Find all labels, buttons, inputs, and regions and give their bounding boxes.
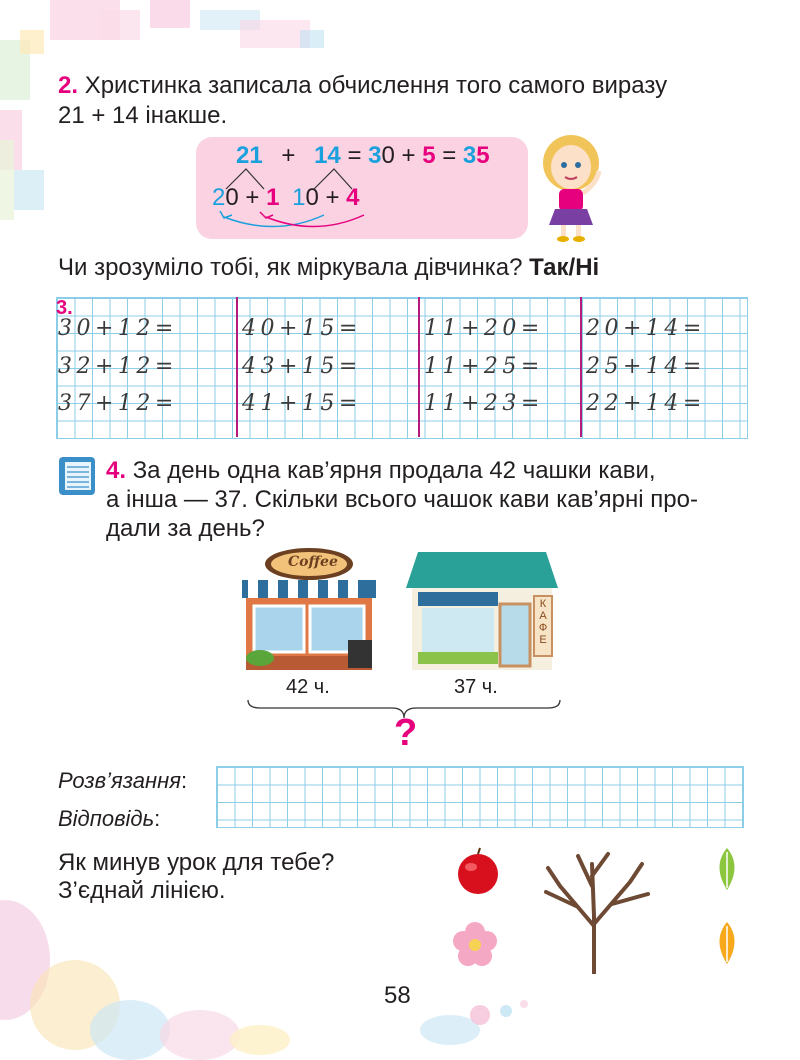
exercise-cell: 11+25= — [424, 354, 544, 379]
expr-plus: + — [281, 142, 296, 169]
task4-line1 — [106, 456, 656, 486]
grid-separator-3 — [580, 297, 582, 437]
question-text: Чи зрозуміло тобі, як міркувала дівчинка? — [58, 254, 523, 281]
solution-answer-grid[interactable] — [216, 766, 744, 828]
label-42: 42 ч. — [286, 676, 330, 698]
question-mark: ? — [394, 712, 418, 754]
grid-separator-1 — [236, 297, 238, 437]
expression-decomposition — [212, 184, 360, 212]
notebook-icon — [58, 456, 96, 496]
reflection-line1: Як минув урок для тебе? — [58, 849, 335, 876]
expr-30-units: 0 — [381, 142, 395, 169]
apple-icon[interactable] — [454, 846, 502, 896]
expr-10-tens: 1 — [292, 184, 306, 211]
exercise-cell: 41+15= — [242, 391, 362, 416]
reflection-line2: З’єднай лінією. — [58, 877, 226, 904]
bare-tree-icon[interactable] — [530, 846, 660, 974]
task2-number: 2. — [58, 72, 79, 99]
expr-14: 14 — [314, 142, 341, 169]
expr-35-units: 5 — [476, 142, 490, 169]
task2-text — [58, 71, 748, 101]
expr-eq1: = — [347, 142, 362, 169]
kafe-letter: Е — [539, 634, 547, 646]
coffee-sign: Coffee — [288, 554, 338, 570]
expr-20-tens: 2 — [212, 184, 226, 211]
expr-30-tens: 3 — [368, 142, 382, 169]
green-leaf-icon[interactable] — [712, 846, 742, 892]
girl-illustration — [533, 133, 613, 245]
expr-plus2: + — [401, 142, 416, 169]
answer-label — [58, 806, 160, 832]
kafe-letter: К — [539, 598, 547, 610]
task4-number: 4. — [106, 457, 127, 484]
expr-21: 21 — [236, 142, 263, 169]
exercise-cell: 32+12= — [58, 354, 178, 379]
grid-separator-2 — [418, 297, 420, 437]
expr-20-rest: 0 + — [225, 184, 260, 211]
exercise-cell: 37+12= — [58, 391, 178, 416]
pink-flower-icon[interactable] — [450, 920, 500, 970]
expr-10-rest: 0 + — [305, 184, 340, 211]
expr-1: 1 — [266, 184, 280, 211]
exercise-cell: 40+15= — [242, 316, 362, 341]
solution-label-text: Розв’язання — [58, 768, 181, 793]
task2-line2: 21 + 14 інакше. — [58, 102, 228, 129]
task4-text1: За день одна кав’ярня продала 42 чашки кави, — [132, 457, 656, 484]
exercise-cell: 43+15= — [242, 354, 362, 379]
kafe-sign — [538, 598, 548, 646]
answer-colon: : — [154, 806, 161, 831]
page-number: 58 — [384, 982, 411, 1009]
expr-4: 4 — [346, 184, 360, 211]
question-line — [58, 253, 599, 283]
label-37: 37 ч. — [454, 676, 498, 698]
task4-line3: дали за день? — [106, 515, 265, 542]
task4-line2: а інша — 37. Скільки всього чашок кави кав’ярні про- — [106, 486, 698, 513]
task2-line1: Христинка записала обчислення того самого виразу — [84, 72, 668, 99]
expr-5: 5 — [422, 142, 436, 169]
expr-35-tens: 3 — [462, 142, 477, 169]
answer-label-text: Відповідь — [58, 806, 155, 831]
expr-eq2: = — [442, 142, 457, 169]
exercise-cell: 11+20= — [424, 316, 544, 341]
kafe-letter: Ф — [538, 622, 548, 634]
exercise-cell: 20+14= — [586, 316, 706, 341]
solution-colon: : — [180, 768, 188, 793]
exercise-cell: 30+12= — [58, 316, 178, 341]
kafe-letter: А — [539, 610, 547, 622]
question-answer-options: Так/Ні — [529, 254, 600, 281]
solution-label — [58, 768, 187, 794]
exercise-cell: 11+23= — [424, 391, 544, 416]
orange-leaf-icon[interactable] — [712, 920, 742, 966]
exercise-cell: 22+14= — [586, 391, 706, 416]
task3-number: 3. — [56, 297, 73, 319]
exercise-cell: 25+14= — [586, 354, 706, 379]
